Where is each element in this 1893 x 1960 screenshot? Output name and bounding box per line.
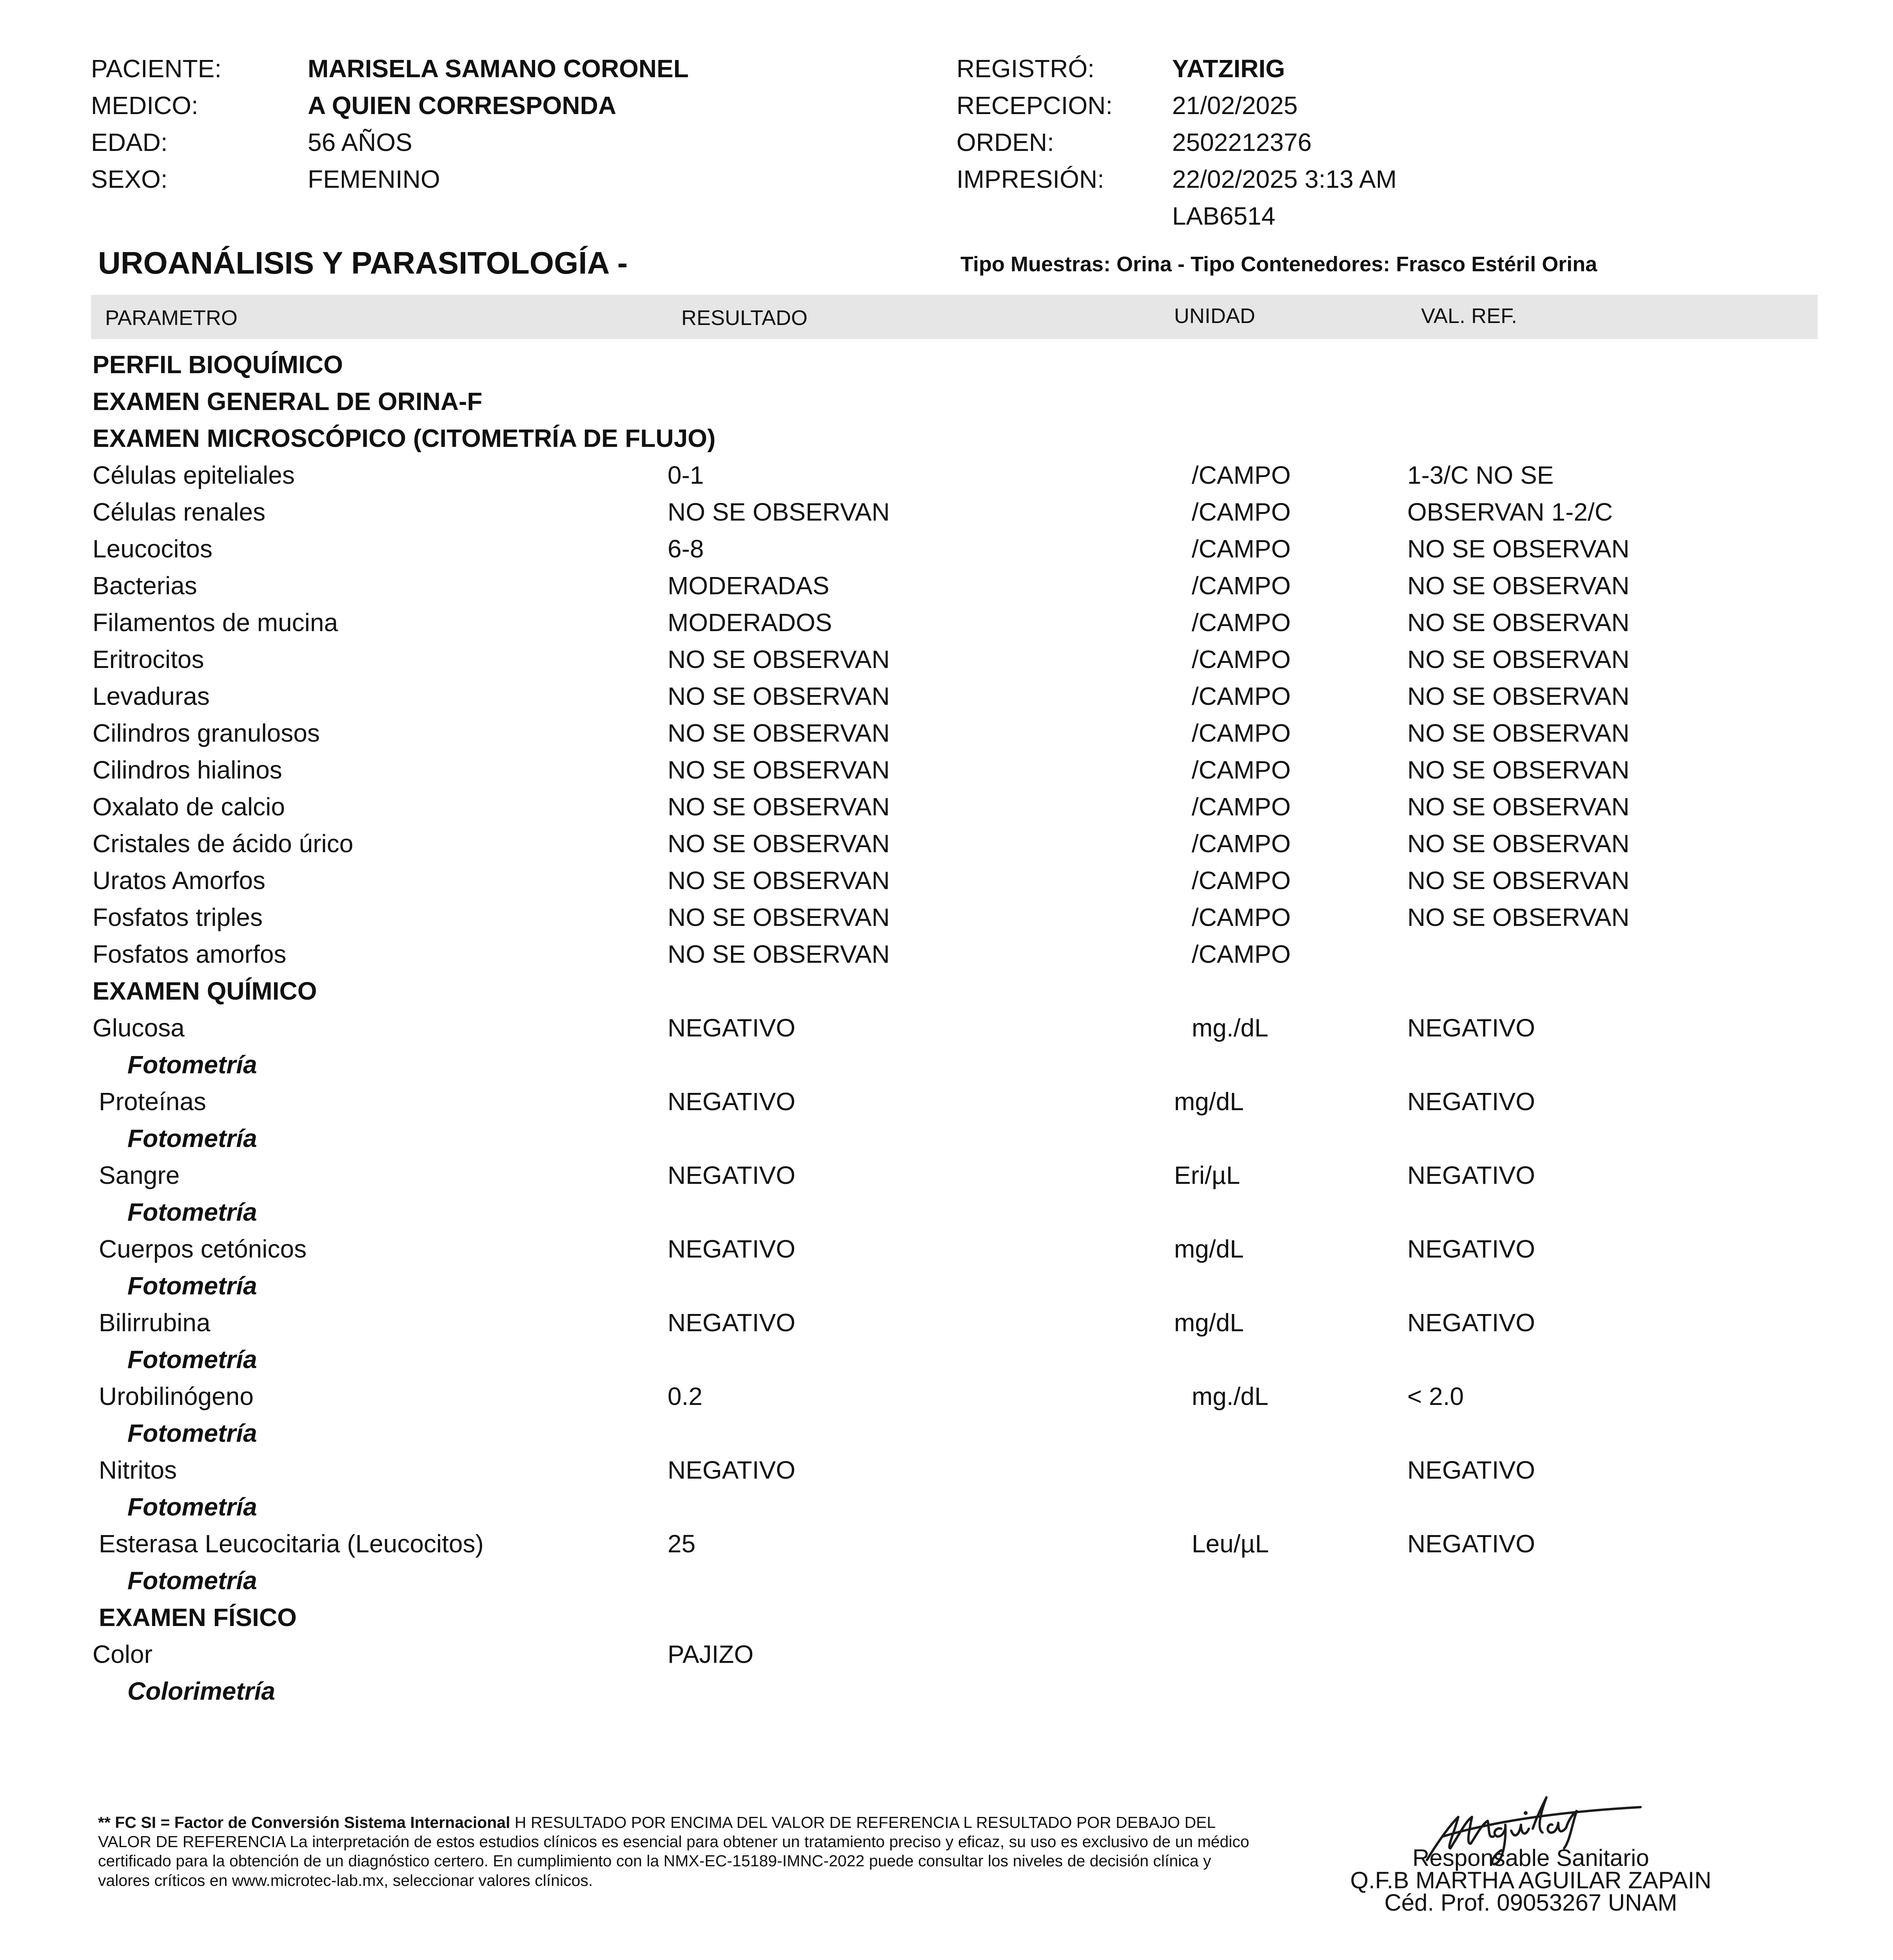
signature-name: Q.F.B MARTHA AGUILAR ZAPAIN xyxy=(1350,1867,1712,1893)
method-label: Fotometría xyxy=(127,1493,257,1521)
result-value: NO SE OBSERVAN xyxy=(668,903,890,931)
result-value: 25 xyxy=(668,1530,696,1558)
param-name: Sangre xyxy=(99,1161,180,1189)
section-heading: EXAMEN MICROSCÓPICO (CITOMETRÍA DE FLUJO) xyxy=(93,424,716,452)
unit-value: mg./dL xyxy=(1192,1382,1269,1410)
param-name: Bilirrubina xyxy=(99,1308,211,1337)
orden-value: 2502212376 xyxy=(1172,128,1312,156)
result-value: NEGATIVO xyxy=(668,1456,795,1484)
ref-value: 1-3/C NO SE xyxy=(1407,461,1554,489)
section-row xyxy=(0,976,1893,1013)
result-value: NO SE OBSERVAN xyxy=(668,645,890,673)
section-heading: PERFIL BIOQUÍMICO xyxy=(93,350,343,379)
ref-value: NEGATIVO xyxy=(1407,1014,1535,1042)
col-resultado: RESULTADO xyxy=(681,306,808,330)
ref-value: NEGATIVO xyxy=(1407,1456,1535,1484)
param-name: Nitritos xyxy=(99,1456,177,1484)
result-value: NEGATIVO xyxy=(668,1014,795,1042)
ref-value: NO SE OBSERVAN xyxy=(1407,682,1630,710)
method-row xyxy=(0,1124,1893,1161)
ref-value: < 2.0 xyxy=(1407,1382,1464,1410)
result-value: MODERADAS xyxy=(668,572,829,600)
registro-value: YATZIRIG xyxy=(1172,54,1285,83)
result-row xyxy=(0,571,1893,608)
result-row xyxy=(0,866,1893,903)
param-name: Filamentos de mucina xyxy=(93,608,338,637)
col-parametro: PARAMETRO xyxy=(105,306,238,330)
ref-value: NEGATIVO xyxy=(1407,1308,1535,1337)
impresion-label: IMPRESIÓN: xyxy=(956,165,1104,193)
unit-value: mg/dL xyxy=(1174,1087,1244,1116)
method-row xyxy=(0,1345,1893,1382)
ref-value: NO SE OBSERVAN xyxy=(1407,535,1630,563)
result-row xyxy=(0,1529,1893,1566)
method-row xyxy=(0,1492,1893,1529)
unit-value: mg./dL xyxy=(1192,1014,1269,1042)
ref-value: OBSERVAN 1-2/C xyxy=(1407,498,1613,526)
result-value: 0-1 xyxy=(668,461,704,489)
medico-label: MEDICO: xyxy=(91,91,198,120)
result-value: NEGATIVO xyxy=(668,1087,795,1116)
unit-value: Eri/µL xyxy=(1174,1161,1240,1189)
ref-value: NEGATIVO xyxy=(1407,1161,1535,1189)
method-label: Fotometría xyxy=(127,1272,257,1300)
result-row xyxy=(0,461,1893,497)
param-name: Cuerpos cetónicos xyxy=(99,1235,307,1263)
result-row xyxy=(0,1234,1893,1271)
method-row xyxy=(0,1198,1893,1234)
result-row xyxy=(0,682,1893,719)
registro-label: REGISTRÓ: xyxy=(956,54,1095,83)
sample-type: Tipo Muestras: Orina - Tipo Contenedores: Frasco Estéril Orina xyxy=(960,252,1597,276)
ref-value: NO SE OBSERVAN xyxy=(1407,866,1630,895)
result-row xyxy=(0,940,1893,976)
section-heading: EXAMEN QUÍMICO xyxy=(93,977,317,1005)
param-name: Color xyxy=(93,1640,152,1668)
param-name: Levaduras xyxy=(93,682,210,710)
unit-value: Leu/µL xyxy=(1192,1530,1269,1558)
param-name: Oxalato de calcio xyxy=(93,793,285,821)
ref-value: NEGATIVO xyxy=(1407,1530,1535,1558)
ref-value: NO SE OBSERVAN xyxy=(1407,719,1630,747)
col-valref: VAL. REF. xyxy=(1421,304,1517,328)
footer-note xyxy=(98,1813,1258,1890)
result-row xyxy=(0,903,1893,940)
result-row xyxy=(0,1308,1893,1345)
unit-value: /CAMPO xyxy=(1192,461,1291,489)
method-row xyxy=(0,1050,1893,1087)
sexo-value: FEMENINO xyxy=(308,165,440,193)
signature-cedula: Céd. Prof. 09053267 UNAM xyxy=(1384,1889,1677,1916)
ref-value: NO SE OBSERVAN xyxy=(1407,608,1630,637)
unit-value: /CAMPO xyxy=(1192,903,1291,931)
method-row xyxy=(0,1271,1893,1308)
section-heading: EXAMEN GENERAL DE ORINA-F xyxy=(93,387,483,416)
recepcion-value: 21/02/2025 xyxy=(1172,91,1298,120)
paciente-value: MARISELA SAMANO CORONEL xyxy=(308,54,689,83)
col-unidad: UNIDAD xyxy=(1174,304,1256,328)
method-label: Fotometría xyxy=(127,1198,257,1226)
section-row xyxy=(0,387,1893,424)
sexo-label: SEXO: xyxy=(91,165,168,193)
result-row xyxy=(0,1382,1893,1419)
section-row xyxy=(0,350,1893,387)
ref-value: NO SE OBSERVAN xyxy=(1407,645,1630,673)
result-row xyxy=(0,645,1893,682)
ref-value: NEGATIVO xyxy=(1407,1087,1535,1116)
impresion-value: 22/02/2025 3:13 AM xyxy=(1172,165,1397,193)
result-value: NEGATIVO xyxy=(668,1235,795,1263)
ref-value: NO SE OBSERVAN xyxy=(1407,829,1630,858)
method-label: Fotometría xyxy=(127,1566,257,1595)
unit-value: mg/dL xyxy=(1174,1235,1244,1263)
param-name: Leucocitos xyxy=(93,535,212,563)
unit-value: /CAMPO xyxy=(1192,829,1291,858)
method-label: Fotometría xyxy=(127,1124,257,1152)
edad-label: EDAD: xyxy=(91,128,168,156)
ref-value: NEGATIVO xyxy=(1407,1235,1535,1263)
result-value: MODERADOS xyxy=(668,608,832,637)
section-heading: EXAMEN FÍSICO xyxy=(99,1603,297,1632)
result-value: NO SE OBSERVAN xyxy=(668,498,890,526)
result-value: NO SE OBSERVAN xyxy=(668,940,890,968)
param-name: Cristales de ácido úrico xyxy=(93,829,354,858)
signature-role: Responsable Sanitario xyxy=(1412,1845,1649,1871)
result-value: NO SE OBSERVAN xyxy=(668,756,890,784)
param-name: Fosfatos amorfos xyxy=(93,940,287,968)
medico-value: A QUIEN CORRESPONDA xyxy=(308,91,617,120)
method-row xyxy=(0,1677,1893,1713)
result-value: NEGATIVO xyxy=(668,1161,795,1189)
unit-value: /CAMPO xyxy=(1192,645,1291,673)
param-name: Cilindros granulosos xyxy=(93,719,320,747)
param-name: Esterasa Leucocitaria (Leucocitos) xyxy=(99,1530,484,1558)
unit-value: /CAMPO xyxy=(1192,682,1291,710)
param-name: Cilindros hialinos xyxy=(93,756,282,784)
result-value: NO SE OBSERVAN xyxy=(668,829,890,858)
result-row xyxy=(0,1455,1893,1492)
method-label: Fotometría xyxy=(127,1345,257,1374)
method-label: Colorimetría xyxy=(127,1677,275,1705)
column-header-bar xyxy=(91,295,1818,339)
unit-value: /CAMPO xyxy=(1192,793,1291,821)
section-title: UROANÁLISIS Y PARASITOLOGÍA - xyxy=(98,245,628,280)
param-name: Glucosa xyxy=(93,1014,185,1042)
ref-value: NO SE OBSERVAN xyxy=(1407,572,1630,600)
result-row xyxy=(0,755,1893,792)
method-label: Fotometría xyxy=(127,1419,257,1447)
param-name: Células epiteliales xyxy=(93,461,295,489)
param-name: Uratos Amorfos xyxy=(93,866,266,895)
param-name: Eritrocitos xyxy=(93,645,204,673)
unit-value: /CAMPO xyxy=(1192,866,1291,895)
result-row xyxy=(0,534,1893,571)
unit-value: /CAMPO xyxy=(1192,535,1291,563)
unit-value: mg/dL xyxy=(1174,1308,1244,1337)
result-row xyxy=(0,829,1893,866)
param-name: Fosfatos triples xyxy=(93,903,263,931)
result-value: 0.2 xyxy=(668,1382,702,1410)
result-value: PAJIZO xyxy=(668,1640,754,1668)
section-row xyxy=(0,424,1893,461)
method-label: Fotometría xyxy=(127,1051,257,1079)
ref-value: NO SE OBSERVAN xyxy=(1407,903,1630,931)
ref-value: NO SE OBSERVAN xyxy=(1407,756,1630,784)
result-row xyxy=(0,497,1893,534)
unit-value: /CAMPO xyxy=(1192,608,1291,637)
result-row xyxy=(0,719,1893,755)
unit-value: /CAMPO xyxy=(1192,572,1291,600)
unit-value: /CAMPO xyxy=(1192,498,1291,526)
section-row xyxy=(0,1603,1893,1640)
param-name: Urobilinógeno xyxy=(99,1382,254,1410)
result-value: NO SE OBSERVAN xyxy=(668,793,890,821)
unit-value: /CAMPO xyxy=(1192,719,1291,747)
result-value: NEGATIVO xyxy=(668,1308,795,1337)
result-row xyxy=(0,1013,1893,1050)
ref-value: NO SE OBSERVAN xyxy=(1407,793,1630,821)
lab-code: LAB6514 xyxy=(1172,202,1276,230)
unit-value: /CAMPO xyxy=(1192,940,1291,968)
result-row xyxy=(0,792,1893,829)
result-value: NO SE OBSERVAN xyxy=(668,682,890,710)
param-name: Células renales xyxy=(93,498,266,526)
param-name: Proteínas xyxy=(99,1087,206,1116)
method-row xyxy=(0,1419,1893,1455)
orden-label: ORDEN: xyxy=(956,128,1054,156)
method-row xyxy=(0,1566,1893,1603)
unit-value: /CAMPO xyxy=(1192,756,1291,784)
footer-text: H RESULTADO POR ENCIMA DEL VALOR DE REFERENCIA L RESULTADO POR DEBAJO DEL VALOR DE REFERENCIA La interpretación de estos estudios clínicos es esencial para obtener un tratamiento preciso y eficaz, su uso es exclusivo de un médico certificado para la obtención de un diagnóstico certero. En cumplimiento con la NMX-EC-15189-IMNC-2022 puede consultar los niveles de decisión clínica y valores críticos en www.microtec-lab.mx, seleccionar valores clínicos. xyxy=(98,1813,1249,1889)
param-name: Bacterias xyxy=(93,572,197,600)
footer-bold: ** FC SI = Factor de Conversión Sistema Internacional xyxy=(98,1813,510,1831)
result-value: NO SE OBSERVAN xyxy=(668,866,890,895)
result-value: 6-8 xyxy=(668,535,704,563)
recepcion-label: RECEPCION: xyxy=(956,91,1113,120)
result-row xyxy=(0,1161,1893,1198)
result-row xyxy=(0,608,1893,645)
result-row xyxy=(0,1640,1893,1677)
paciente-label: PACIENTE: xyxy=(91,54,222,83)
edad-value: 56 AÑOS xyxy=(308,128,412,156)
result-value: NO SE OBSERVAN xyxy=(668,719,890,747)
result-row xyxy=(0,1087,1893,1124)
